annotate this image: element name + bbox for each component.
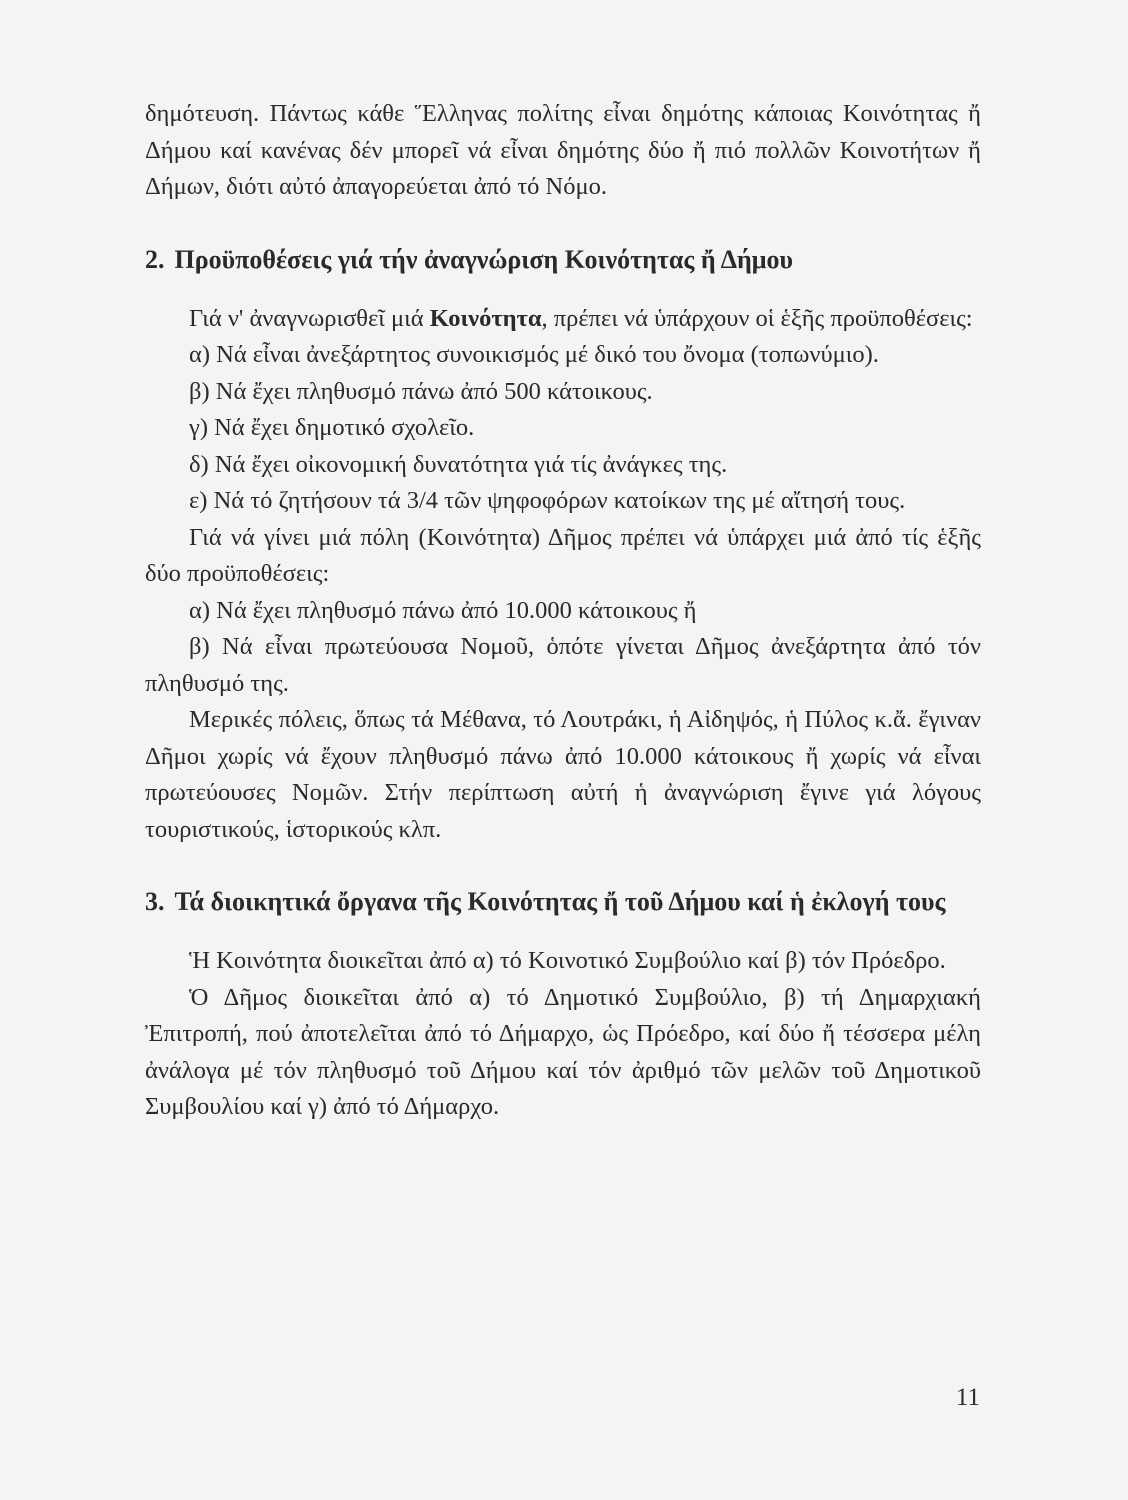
- section-2-heading: [145, 241, 981, 279]
- section-2-title: Προϋποθέσεις γιά τήν ἀναγνώριση Κοινότητας ἤ Δήμου: [174, 244, 793, 274]
- text-block: [145, 96, 981, 1126]
- municipality-intro: Γιά νά γίνει μιά πόλη (Κοινότητα) Δῆμος πρέπει νά ὑπάρχει μιά ἀπό τίς ἑξῆς δύο προϋποθέσεις:: [145, 523, 981, 587]
- section-2-intro: Γιά ν' ἀναγνωρισθεῖ μιά Κοινότητα, πρέπει νά ὑπάρχουν οἱ ἑξῆς προϋποθέσεις:: [189, 304, 973, 332]
- page-number: 11: [955, 1384, 980, 1411]
- community-condition: ε) Νά τό ζητήσουν τά 3/4 τῶν ψηφοφόρων κατοίκων της μέ αἴτησή τους.: [189, 487, 906, 514]
- community-administration: Ἡ Κοινότητα διοικεῖται ἀπό α) τό Κοινοτικό Συμβούλιο καί β) τόν Πρόεδρο.: [189, 947, 946, 974]
- community-condition: δ) Νά ἔχει οἰκονομική δυνατότητα γιά τίς ἀνάγκες της.: [189, 450, 728, 478]
- community-term: Κοινότητα: [429, 304, 542, 332]
- exceptions-paragraph: Μερικές πόλεις, ὅπως τά Μέθανα, τό Λουτράκι, ἡ Αἰδηψός, ἡ Πύλος κ.ἄ. ἔγιναν Δῆμοι χωρίς νά ἔχουν πληθυσμό πάνω ἀπό 10.000 κάτοικους ἤ χωρίς νά εἶναι πρωτεύουσες Νομῶν. Στήν περίπτωση αὐτή ἡ ἀναγνώριση ἔγινε γιά λόγους τουριστικούς, ἱστορικούς κλπ.: [145, 706, 981, 843]
- section-3-title: Τά διοικητικά ὄργανα τῆς Κοινότητας ἤ τοῦ Δήμου καί ἡ ἐκλογή τους: [174, 887, 946, 916]
- municipality-condition: α) Νά ἔχει πληθυσμό πάνω ἀπό 10.000 κάτοικους ἤ: [189, 596, 697, 624]
- section-3-number: 3.: [145, 887, 165, 916]
- community-condition: β) Νά ἔχει πληθυσμό πάνω ἀπό 500 κάτοικους.: [189, 377, 653, 405]
- municipality-condition: β) Νά εἶναι πρωτεύουσα Νομοῦ, ὁπότε γίνεται Δῆμος ἀνεξάρτητα ἀπό τόν πληθυσμό της.: [145, 633, 981, 697]
- municipality-administration: Ὁ Δῆμος διοικεῖται ἀπό α) τό Δημοτικό Συμβούλιο, β) τή Δημαρχιακή Ἐπιτροπή, πού ἀποτελεῖται ἀπό τό Δήμαρχο, ὡς Πρόεδρο, καί δύο ἤ τέσσερα μέλη ἀνάλογα μέ τόν πληθυσμό τοῦ Δήμου καί τόν ἀριθμό τῶν μελῶν τοῦ Δημοτικοῦ Συμβουλίου καί γ) ἀπό τό Δήμαρχο.: [145, 983, 981, 1120]
- opening-paragraph: δημότευση. Πάντως κάθε Ἕλληνας πολίτης εἶναι δημότης κάποιας Κοινότητας ἤ Δήμου καί κανένας δέν μπορεῖ νά εἶναι δημότης δύο ἤ πιό πολλῶν Κοινοτήτων ἤ Δήμων, διότι αὐτό ἀπαγορεύεται ἀπό τό Νόμο.: [145, 100, 981, 200]
- community-condition: γ) Νά ἔχει δημοτικό σχολεῖο.: [189, 414, 475, 441]
- section-2-number: 2.: [145, 244, 165, 274]
- section-3-heading: [145, 883, 981, 921]
- community-condition: α) Νά εἶναι ἀνεξάρτητος συνοικισμός μέ δικό του ὄνομα (τοπωνύμιο).: [189, 341, 879, 368]
